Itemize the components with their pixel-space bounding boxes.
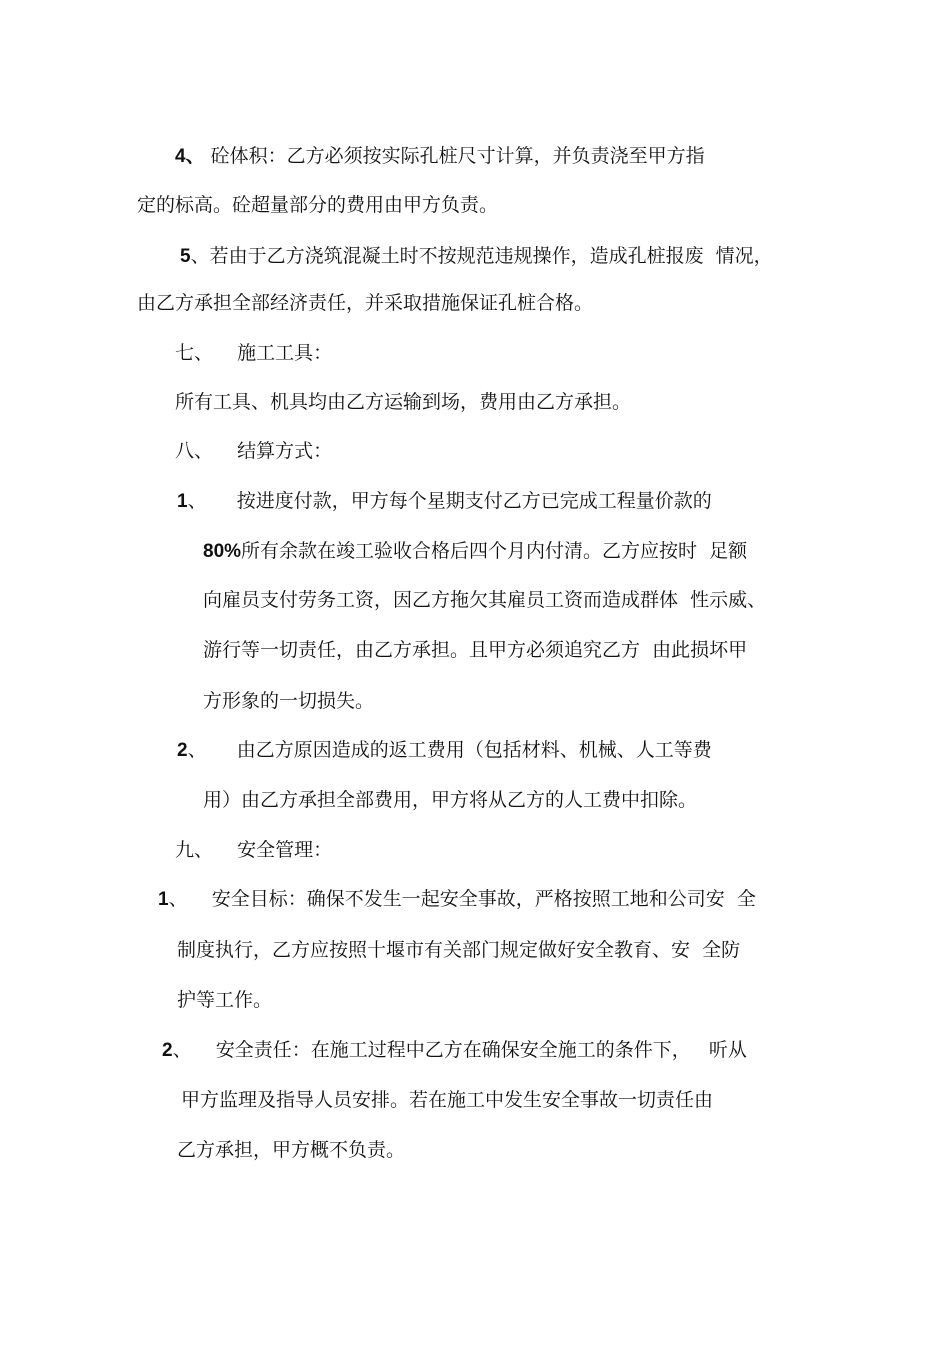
item-number: 80%: [203, 541, 242, 562]
text-line: [175, 143, 705, 170]
line-text: 、 按进度付款，甲方每个星期支付乙方已完成工程量价款的: [187, 490, 712, 512]
line-text: 、若由于乙方浇筑混凝土时不按规范违规操作，造成孔桩报废 情况，: [190, 245, 773, 267]
item-number: 2: [162, 1040, 173, 1061]
line-text: 所有余款在竣工验收合格后四个月内付清。乙方应按时 足额: [241, 540, 748, 562]
item-number: 1: [158, 889, 169, 910]
line-text: 所有工具、机具均由乙方运输到场，费用由乙方承担。: [175, 391, 632, 413]
text-line: [177, 737, 712, 764]
text-line: [203, 688, 374, 715]
line-text: 乙方承担，甲方概不负责。: [177, 1139, 406, 1161]
line-text: 甲方监理及指导人员安排。若在施工中发生安全事故一切责任由: [181, 1089, 714, 1111]
text-line: [158, 886, 756, 913]
section-heading: [175, 438, 332, 465]
line-text: 定的标高。砼超量部分的费用由甲方负责。: [137, 194, 499, 216]
text-line: [177, 1137, 405, 1164]
item-number: 4、: [175, 146, 205, 167]
text-line: [203, 538, 747, 565]
text-line: [137, 192, 498, 219]
text-line: [175, 389, 631, 416]
item-number: 5: [180, 246, 191, 267]
text-line: [177, 987, 272, 1014]
line-text: 九、 安全管理：: [175, 839, 333, 861]
line-text: 向雇员支付劳务工资，因乙方拖欠其雇员工资而造成群体 性示威、: [203, 589, 767, 611]
section-heading: [175, 837, 332, 864]
text-line: [177, 937, 740, 964]
line-text: 护等工作。: [177, 989, 273, 1011]
line-text: 八、 结算方式：: [175, 440, 333, 462]
text-line: [162, 1037, 747, 1064]
item-number: 2: [177, 740, 188, 761]
line-text: 制度执行，乙方应按照十堰市有关部门规定做好安全教育、安 全防: [177, 939, 741, 961]
text-line: [137, 290, 593, 317]
line-text: 、 安全责任：在施工过程中乙方在确保安全施工的条件下， 听从: [172, 1039, 747, 1061]
text-line: [177, 488, 712, 515]
line-text: 七、 施工工具：: [175, 342, 333, 364]
line-text: 用）由乙方承担全部费用，甲方将从乙方的人工费中扣除。: [203, 789, 698, 811]
line-text: 方形象的一切损失。: [203, 690, 375, 712]
line-text: 、 由乙方原因造成的返工费用（包括材料、机械、人工等费: [187, 739, 712, 761]
line-text: 、 安全目标：确保不发生一起安全事故，严格按照工地和公司安 全: [168, 888, 756, 910]
item-number: 1: [177, 491, 188, 512]
line-text: 由乙方承担全部经济责任，并采取措施保证孔桩合格。: [137, 292, 594, 314]
text-line: [181, 1087, 713, 1114]
line-text: 游行等一切责任，由乙方承担。且甲方必须追究乙方 由此损坏甲: [203, 639, 748, 661]
text-line: [203, 637, 747, 664]
line-text: 砼体积：乙方必须按实际孔桩尺寸计算，并负责浇至甲方指: [204, 145, 705, 167]
text-line: [203, 787, 697, 814]
section-heading: [175, 340, 332, 367]
text-line: [203, 587, 766, 614]
text-line: [180, 243, 773, 270]
